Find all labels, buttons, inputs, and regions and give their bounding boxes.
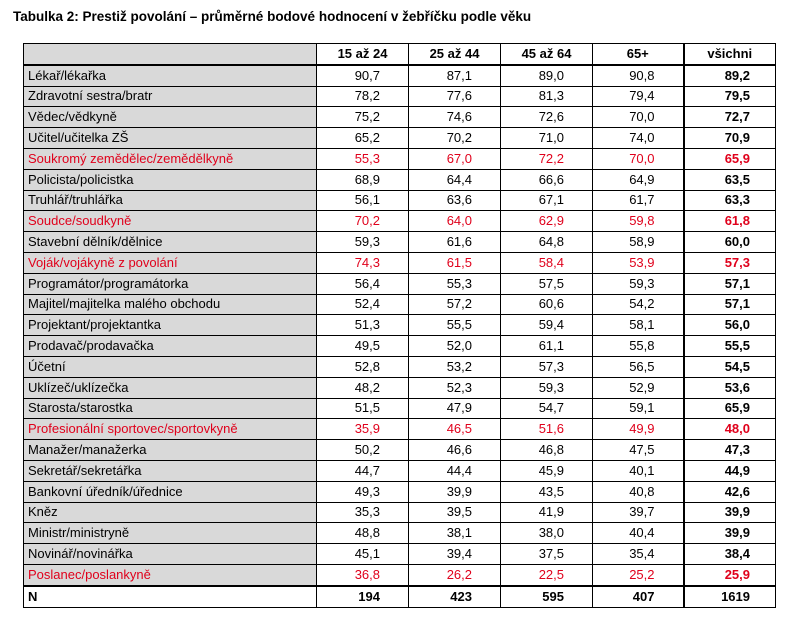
table-row [24, 460, 776, 481]
table-row [24, 356, 776, 377]
value-cell: 54,2 [593, 294, 684, 315]
value-cell: 44,7 [317, 460, 409, 481]
value-cell: 70,2 [317, 211, 409, 232]
n-row [24, 586, 776, 607]
value-cell: 72,6 [501, 107, 593, 128]
value-cell: 65,2 [317, 128, 409, 149]
value-cell: 36,8 [317, 564, 409, 585]
row-label: Profesionální sportovec/sportovkyně [24, 419, 317, 440]
header-corner [24, 44, 317, 65]
value-cell: 72,2 [501, 148, 593, 169]
value-cell: 46,5 [409, 419, 501, 440]
header-row [24, 44, 776, 65]
value-cell: 52,0 [409, 336, 501, 357]
value-cell: 55,8 [593, 336, 684, 357]
value-cell: 39,7 [593, 502, 684, 523]
value-cell: 53,2 [409, 356, 501, 377]
value-cell: 39,9 [409, 481, 501, 502]
row-label: Starosta/starostka [24, 398, 317, 419]
row-label: Lékař/lékařka [24, 65, 317, 86]
total-cell: 65,9 [684, 148, 776, 169]
value-cell: 194 [317, 586, 409, 607]
value-cell: 64,8 [501, 232, 593, 253]
row-label: Novinář/novinářka [24, 544, 317, 565]
value-cell: 61,5 [409, 252, 501, 273]
value-cell: 44,4 [409, 460, 501, 481]
value-cell: 40,8 [593, 481, 684, 502]
table-row [24, 564, 776, 585]
table-row [24, 252, 776, 273]
value-cell: 68,9 [317, 169, 409, 190]
row-label: Projektant/projektantka [24, 315, 317, 336]
table-row [24, 419, 776, 440]
row-label: Truhlář/truhlářka [24, 190, 317, 211]
value-cell: 595 [501, 586, 593, 607]
value-cell: 53,9 [593, 252, 684, 273]
value-cell: 54,7 [501, 398, 593, 419]
value-cell: 58,9 [593, 232, 684, 253]
total-cell: 39,9 [684, 523, 776, 544]
row-label: Prodavač/prodavačka [24, 336, 317, 357]
total-cell: 72,7 [684, 107, 776, 128]
table-row [24, 273, 776, 294]
value-cell: 423 [409, 586, 501, 607]
row-label: Učitel/učitelka ZŠ [24, 128, 317, 149]
value-cell: 26,2 [409, 564, 501, 585]
table-row [24, 398, 776, 419]
row-label: Kněz [24, 502, 317, 523]
value-cell: 50,2 [317, 440, 409, 461]
header-all: všichni [684, 44, 776, 65]
value-cell: 78,2 [317, 86, 409, 107]
value-cell: 49,9 [593, 419, 684, 440]
value-cell: 41,9 [501, 502, 593, 523]
row-label: Sekretář/sekretářka [24, 460, 317, 481]
value-cell: 67,0 [409, 148, 501, 169]
value-cell: 57,5 [501, 273, 593, 294]
value-cell: 47,5 [593, 440, 684, 461]
value-cell: 74,3 [317, 252, 409, 273]
total-cell: 44,9 [684, 460, 776, 481]
table-row [24, 107, 776, 128]
row-label: Ministr/ministryně [24, 523, 317, 544]
value-cell: 59,3 [593, 273, 684, 294]
value-cell: 64,4 [409, 169, 501, 190]
table-row [24, 232, 776, 253]
value-cell: 35,3 [317, 502, 409, 523]
value-cell: 90,7 [317, 65, 409, 86]
value-cell: 40,1 [593, 460, 684, 481]
row-label: Poslanec/poslankyně [24, 564, 317, 585]
value-cell: 70,0 [593, 148, 684, 169]
value-cell: 47,9 [409, 398, 501, 419]
value-cell: 38,0 [501, 523, 593, 544]
value-cell: 87,1 [409, 65, 501, 86]
table-row [24, 502, 776, 523]
value-cell: 62,9 [501, 211, 593, 232]
value-cell: 55,5 [409, 315, 501, 336]
value-cell: 43,5 [501, 481, 593, 502]
total-cell: 48,0 [684, 419, 776, 440]
total-cell: 56,0 [684, 315, 776, 336]
value-cell: 81,3 [501, 86, 593, 107]
total-cell: 65,9 [684, 398, 776, 419]
value-cell: 22,5 [501, 564, 593, 585]
table-row [24, 294, 776, 315]
total-cell: 57,1 [684, 273, 776, 294]
value-cell: 74,6 [409, 107, 501, 128]
table-row [24, 128, 776, 149]
total-cell: 39,9 [684, 502, 776, 523]
value-cell: 56,5 [593, 356, 684, 377]
total-cell: 63,5 [684, 169, 776, 190]
table-row [24, 544, 776, 565]
value-cell: 39,5 [409, 502, 501, 523]
row-label: Soukromý zemědělec/zemědělkyně [24, 148, 317, 169]
total-cell: 54,5 [684, 356, 776, 377]
value-cell: 57,3 [501, 356, 593, 377]
row-label: Vědec/vědkyně [24, 107, 317, 128]
value-cell: 79,4 [593, 86, 684, 107]
value-cell: 51,6 [501, 419, 593, 440]
table-row [24, 481, 776, 502]
row-label: Zdravotní sestra/bratr [24, 86, 317, 107]
value-cell: 56,1 [317, 190, 409, 211]
prestige-table [23, 43, 776, 608]
value-cell: 56,4 [317, 273, 409, 294]
table-row [24, 377, 776, 398]
table-body [24, 65, 776, 607]
total-cell: 89,2 [684, 65, 776, 86]
table-row [24, 523, 776, 544]
total-cell: 60,0 [684, 232, 776, 253]
value-cell: 70,0 [593, 107, 684, 128]
value-cell: 52,3 [409, 377, 501, 398]
total-cell: 57,1 [684, 294, 776, 315]
row-label: Policista/policistka [24, 169, 317, 190]
row-label: Bankovní úředník/úřednice [24, 481, 317, 502]
table-row [24, 440, 776, 461]
value-cell: 57,2 [409, 294, 501, 315]
value-cell: 64,0 [409, 211, 501, 232]
value-cell: 45,1 [317, 544, 409, 565]
row-label: Manažer/manažerka [24, 440, 317, 461]
value-cell: 37,5 [501, 544, 593, 565]
value-cell: 58,1 [593, 315, 684, 336]
table-row [24, 148, 776, 169]
total-cell: 79,5 [684, 86, 776, 107]
row-label: Soudce/soudkyně [24, 211, 317, 232]
value-cell: 51,3 [317, 315, 409, 336]
value-cell: 48,8 [317, 523, 409, 544]
value-cell: 75,2 [317, 107, 409, 128]
value-cell: 89,0 [501, 65, 593, 86]
value-cell: 48,2 [317, 377, 409, 398]
value-cell: 52,9 [593, 377, 684, 398]
header-age-25-44: 25 až 44 [409, 44, 501, 65]
value-cell: 59,3 [317, 232, 409, 253]
value-cell: 407 [593, 586, 684, 607]
value-cell: 59,8 [593, 211, 684, 232]
row-label: Programátor/programátorka [24, 273, 317, 294]
total-cell: 55,5 [684, 336, 776, 357]
row-label: Účetní [24, 356, 317, 377]
value-cell: 59,4 [501, 315, 593, 336]
value-cell: 70,2 [409, 128, 501, 149]
total-cell: 47,3 [684, 440, 776, 461]
value-cell: 40,4 [593, 523, 684, 544]
value-cell: 35,4 [593, 544, 684, 565]
value-cell: 46,8 [501, 440, 593, 461]
table-row [24, 65, 776, 86]
total-cell: 53,6 [684, 377, 776, 398]
value-cell: 59,1 [593, 398, 684, 419]
value-cell: 52,8 [317, 356, 409, 377]
value-cell: 61,6 [409, 232, 501, 253]
row-label: Voják/vojákyně z povolání [24, 252, 317, 273]
value-cell: 55,3 [317, 148, 409, 169]
value-cell: 61,7 [593, 190, 684, 211]
total-cell: 42,6 [684, 481, 776, 502]
row-label: N [24, 586, 317, 607]
row-label: Stavební dělník/dělnice [24, 232, 317, 253]
value-cell: 77,6 [409, 86, 501, 107]
value-cell: 63,6 [409, 190, 501, 211]
value-cell: 25,2 [593, 564, 684, 585]
value-cell: 35,9 [317, 419, 409, 440]
header-age-15-24: 15 až 24 [317, 44, 409, 65]
table-row [24, 211, 776, 232]
value-cell: 55,3 [409, 273, 501, 294]
header-age-45-64: 45 až 64 [501, 44, 593, 65]
value-cell: 49,5 [317, 336, 409, 357]
value-cell: 38,1 [409, 523, 501, 544]
total-cell: 25,9 [684, 564, 776, 585]
table-row [24, 86, 776, 107]
value-cell: 59,3 [501, 377, 593, 398]
value-cell: 74,0 [593, 128, 684, 149]
value-cell: 51,5 [317, 398, 409, 419]
value-cell: 52,4 [317, 294, 409, 315]
total-cell: 1619 [684, 586, 776, 607]
table-title: Tabulka 2: Prestiž povolání – průměrné bodové hodnocení v žebříčku podle věku [13, 9, 532, 24]
value-cell: 71,0 [501, 128, 593, 149]
table-row [24, 336, 776, 357]
value-cell: 45,9 [501, 460, 593, 481]
value-cell: 66,6 [501, 169, 593, 190]
table-row [24, 169, 776, 190]
value-cell: 90,8 [593, 65, 684, 86]
total-cell: 38,4 [684, 544, 776, 565]
value-cell: 64,9 [593, 169, 684, 190]
value-cell: 58,4 [501, 252, 593, 273]
value-cell: 67,1 [501, 190, 593, 211]
row-label: Majitel/majitelka malého obchodu [24, 294, 317, 315]
value-cell: 46,6 [409, 440, 501, 461]
value-cell: 39,4 [409, 544, 501, 565]
row-label: Uklízeč/uklízečka [24, 377, 317, 398]
value-cell: 60,6 [501, 294, 593, 315]
total-cell: 70,9 [684, 128, 776, 149]
table-row [24, 190, 776, 211]
total-cell: 57,3 [684, 252, 776, 273]
total-cell: 63,3 [684, 190, 776, 211]
table-row [24, 315, 776, 336]
header-age-65-plus: 65+ [593, 44, 684, 65]
value-cell: 61,1 [501, 336, 593, 357]
value-cell: 49,3 [317, 481, 409, 502]
total-cell: 61,8 [684, 211, 776, 232]
